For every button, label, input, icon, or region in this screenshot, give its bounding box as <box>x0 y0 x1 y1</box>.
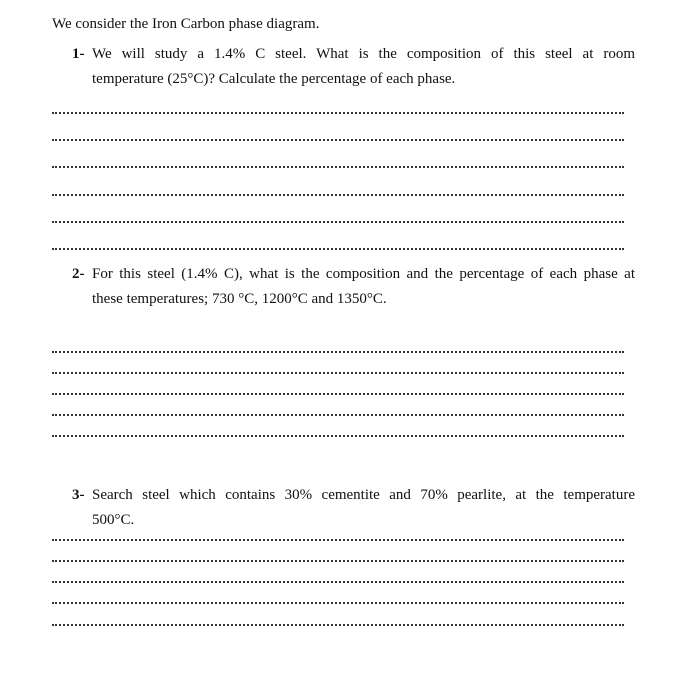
question-3-number: 3- <box>72 487 85 503</box>
answer-line[interactable] <box>52 372 624 374</box>
question-1-number: 1- <box>72 46 85 62</box>
answer-line[interactable] <box>52 414 624 416</box>
answer-line[interactable] <box>52 435 624 437</box>
question-3-line-1: Search steel which contains 30% cementite and 70% pearlite, at the temperature <box>92 487 635 503</box>
answer-line[interactable] <box>52 351 624 353</box>
answer-line[interactable] <box>52 248 624 250</box>
intro-sentence: We consider the Iron Carbon phase diagram. <box>52 16 320 32</box>
answer-line[interactable] <box>52 539 624 541</box>
answer-line[interactable] <box>52 139 624 141</box>
answer-line[interactable] <box>52 112 624 114</box>
answer-line[interactable] <box>52 624 624 626</box>
answer-line[interactable] <box>52 194 624 196</box>
answer-line[interactable] <box>52 166 624 168</box>
question-2 <box>72 262 635 312</box>
question-2-number: 2- <box>72 266 85 282</box>
question-1 <box>72 42 635 92</box>
question-2-line-2: these temperatures; 730 °C, 1200°C and 1350°C. <box>92 291 387 307</box>
answer-line[interactable] <box>52 581 624 583</box>
question-1-line-1: We will study a 1.4% C steel. What is the composition of this steel at room <box>92 46 635 62</box>
question-1-line-2: temperature (25°C)? Calculate the percentage of each phase. <box>92 71 456 87</box>
answer-line[interactable] <box>52 393 624 395</box>
answer-line[interactable] <box>52 221 624 223</box>
answer-line[interactable] <box>52 560 624 562</box>
answer-line[interactable] <box>52 602 624 604</box>
question-2-line-1: For this steel (1.4% C), what is the composition and the percentage of each phase at <box>92 266 635 282</box>
question-3-line-2: 500°C. <box>92 512 135 528</box>
question-3 <box>72 483 635 533</box>
